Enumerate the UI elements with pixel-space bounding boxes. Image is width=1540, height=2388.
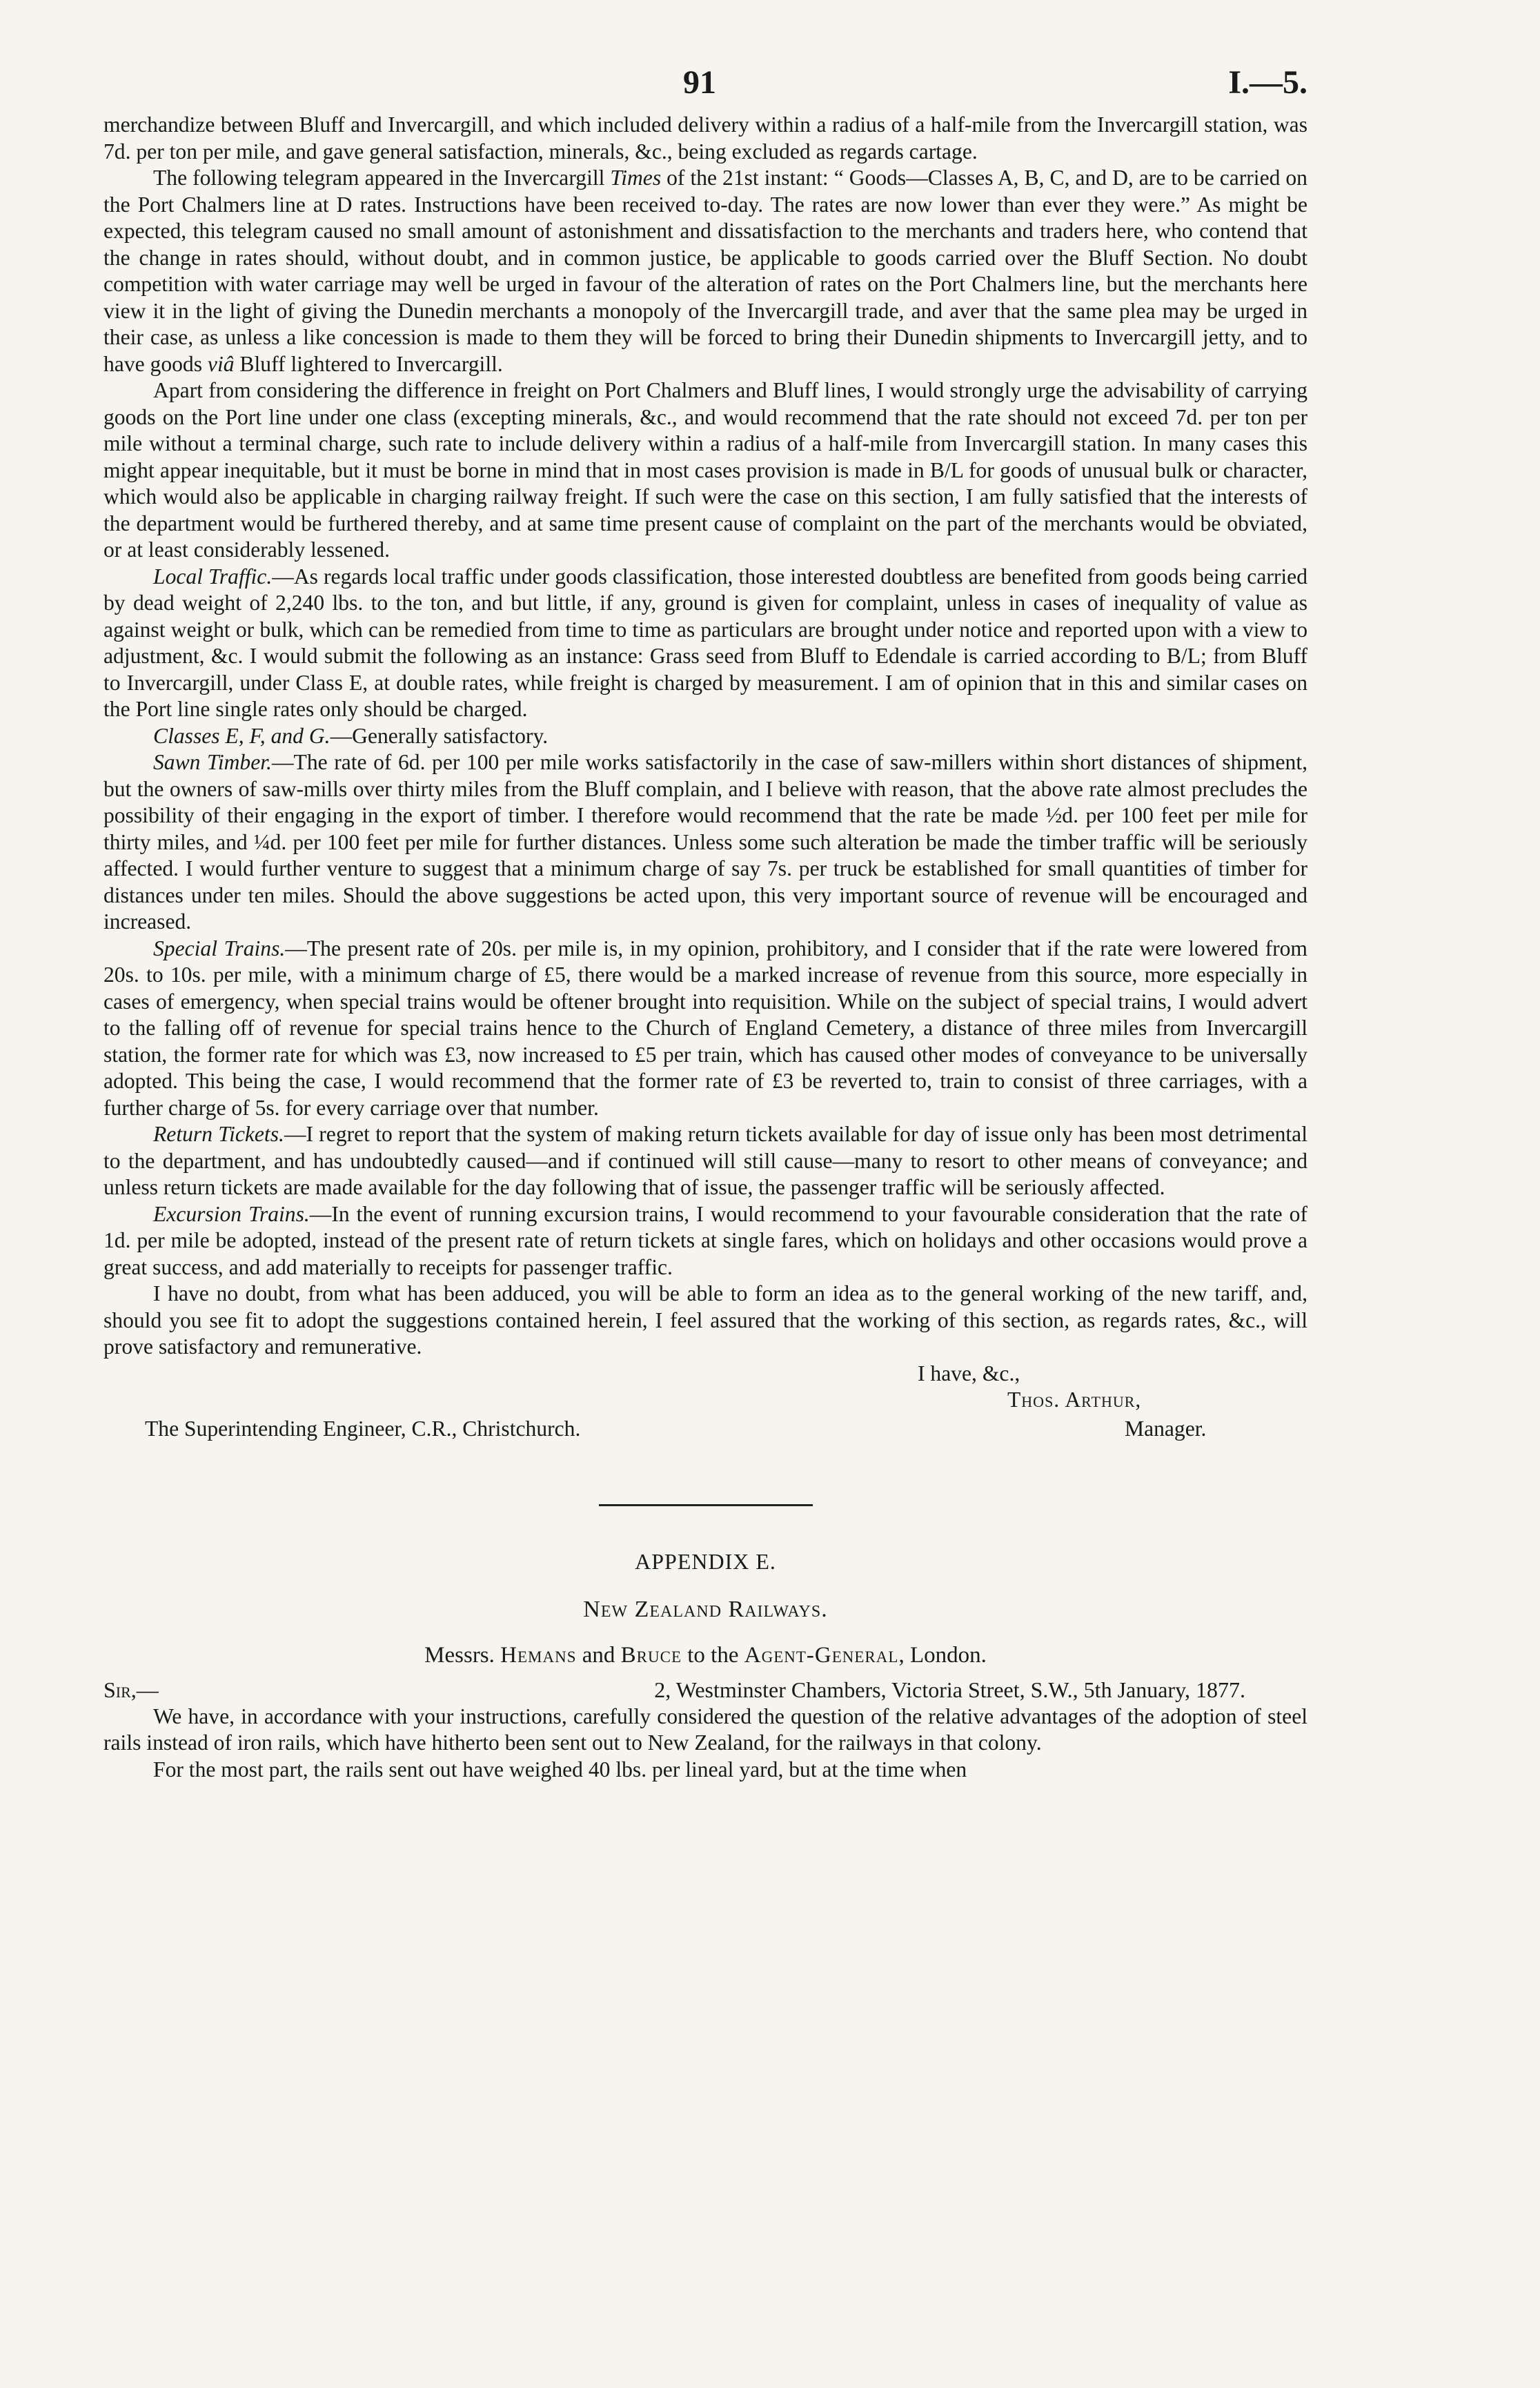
text-run: —Generally satisfactory.	[330, 723, 549, 748]
closing-line: I have, &c.,	[918, 1361, 1020, 1385]
section-heading: Local Traffic.	[153, 564, 273, 589]
paragraph-excursion-trains	[103, 1201, 1307, 1281]
section-heading: Excursion Trains.	[153, 1201, 310, 1226]
salutation-line	[103, 1676, 1307, 1704]
section-heading: Classes E, F, and G.	[153, 723, 330, 748]
addressee: The Superintending Engineer, C.R., Christchurch.	[145, 1416, 581, 1441]
text-run: —The present rate of 20s. per mile is, in my opinion, prohibitory, and I consider that if the rate were lowered from 20s. to 10s. per mile, with a minimum charge of £5, there would be a marked increase of revenue from this source, more especially in cases of emergency, when special trains would be oftener brought into requisition. While on the subject of special trains, I would advert to the falling off of revenue for special trains hence to the Church of England Cemetery, a distance of three miles from Invercargill station, the former rate for which was £3, now increased to £5 per train, which has caused other modes of conveyance to be universally adopted. This being the case, I would recommend that the former rate of £3 be reverted to, train to consist of three carriages, with a further charge of 5s. for every carriage over that number.	[103, 936, 1308, 1120]
section-heading: Special Trains.	[153, 936, 286, 960]
text-run: —As regards local traffic under goods classification, those interested doubtless are benefited from goods being carried by dead weight of 2,240 lbs. to the ton, and but little, if any, ground is given for complaint, unless in cases of inequality of value as against weight or bulk, which can be remedied from time to time as particulars are brought under notice and reported upon with a view to adjustment, &c. I would submit the following as an instance: Grass seed from Bluff to Edendale is carried according to B/L; from Bluff to Invercargill, under Class E, at double rates, while freight is charged by measurement. I am of opinion that in this and similar cases on the Port line single rates only should be charged.	[103, 564, 1307, 721]
paragraph-return-tickets	[103, 1121, 1307, 1201]
salutation: Sir,—	[103, 1677, 159, 1702]
signatory-role: Manager.	[1125, 1416, 1207, 1441]
section-divider	[599, 1504, 813, 1506]
text-run: —In the event of running excursion trains, I would recommend to your favourable consideration that the rate of 1d. per mile be adopted, instead of the present rate of return tickets at single fares, which on holidays and other occasions would prove a great success, and add materially to receipts for passenger traffic.	[103, 1201, 1307, 1279]
appendix-title: APPENDIX E.	[635, 1548, 776, 1574]
section-heading: Return Tickets.	[153, 1122, 284, 1146]
paragraph-special-trains	[103, 936, 1307, 1122]
paragraph-telegram	[103, 165, 1307, 377]
signatory-name: Thos. Arthur,	[1007, 1387, 1142, 1412]
paragraph: merchandize between Bluff and Invercargill, and which included delivery within a radius of a half-mile from the Invercargill station, was 7d. per ton per mile, and gave general satisfaction, minerals, &c., being excluded as regards cartage.	[103, 112, 1307, 164]
appendix-heading	[103, 1641, 1307, 1669]
paragraph-sawn-timber	[103, 749, 1307, 936]
name-run: Agent-General	[744, 1642, 899, 1668]
paragraph: We have, in accordance with your instructions, carefully considered the question of the relative advantages of the adoption of steel rails instead of iron rails, which have hitherto been sent out to New Zealand, for the railways in that colony.	[103, 1704, 1307, 1755]
address-date: 2, Westminster Chambers, Victoria Street, S.W., 5th January, 1877.	[654, 1677, 1245, 1702]
text-run: and	[576, 1642, 621, 1668]
name-run: Bruce	[620, 1642, 682, 1668]
signoff-block	[103, 1361, 1307, 1464]
page-number: 91	[683, 64, 716, 101]
text-run: —The rate of 6d. per 100 per mile works satisfactorily in the case of saw-millers within short distances of shipment, but the owners of saw-mills over thirty miles from the Bluff complain, and I believe with reason, that the above rate almost precludes the possibility of their engaging in the export of timber. I therefore would recommend that the rate be made ½d. per 100 feet per mile for thirty miles, and ¼d. per 100 feet per mile for further distances. Unless some such alteration be made the timber traffic will be seriously affected. I would further venture to suggest that a minimum charge of say 7s. per truck be established for small quantities of timber for distances under ten miles. Should the above suggestions be acted upon, this very important source of revenue will be encouraged and increased.	[103, 750, 1307, 934]
text-run: of the 21st instant: “ Goods—Classes A, B, C, and D, are to be carried on the Port Chalmers line at D rates. Instructions have been received to-day. The rates are now lower than ever they were.” As might be expected, this telegram caused no small amount of astonishment and dissatisfaction to the merchants and traders here, who contend that the change in rates should, without doubt, and in common justice, be applicable to goods carried over the Bluff Section. No doubt competition with water carriage may well be urged in favour of the alteration of rates on the Port Chalmers line, but the merchants here view it in the light of giving the Dunedin merchants a monopoly of the Invercargill trade, and aver that the same plea may be urged in their case, as unless a like concession is made to them they will be forced to bring their Dunedin shipments to Invercargill jetty, and to have goods	[103, 166, 1307, 376]
document-page	[103, 63, 1307, 1783]
text-run: Bluff lightered to Invercargill.	[234, 351, 503, 376]
text-run: , London.	[898, 1642, 987, 1668]
document-reference: I.—5.	[1228, 64, 1307, 101]
paragraph-conclusion: I have no doubt, from what has been adduced, you will be able to form an idea as to the general working of the new tariff, and, should you see fit to adopt the suggestions contained herein, I feel assured that the working of this section, as regards rates, &c., will prove satisfactory and remunerative.	[103, 1281, 1307, 1359]
text-run: The following telegram appeared in the Invercargill	[153, 166, 611, 190]
letter-body	[103, 112, 1307, 1361]
paragraph: For the most part, the rails sent out have weighed 40 lbs. per lineal yard, but at the time when	[153, 1757, 967, 1782]
text-run: to the	[682, 1642, 744, 1668]
italic-run: Times	[610, 166, 662, 190]
page-header	[103, 63, 1307, 112]
paragraph-local-traffic	[103, 564, 1307, 723]
text-run: Messrs.	[424, 1642, 501, 1668]
section-heading: Sawn Timber.	[153, 750, 272, 774]
appendix-body	[103, 1704, 1307, 1784]
appendix-subtitle: New Zealand Railways.	[583, 1596, 828, 1622]
text-run: —I regret to report that the system of making return tickets available for day of issue only has been most detrimental to the department, and has undoubtedly caused—and if continued will still cause—many to resort to other means of conveyance; and unless return tickets are made available for the day following that of issue, the passenger traffic will be seriously affected.	[103, 1122, 1307, 1199]
name-run: Hemans	[500, 1642, 577, 1668]
paragraph-classes	[103, 723, 1307, 750]
paragraph: Apart from considering the difference in freight on Port Chalmers and Bluff lines, I would strongly urge the advisability of carrying goods on the Port line under one class (excepting minerals, &c., and would recommend that the rate should not exceed 7d. per ton per mile without a terminal charge, such rate to include delivery within a radius of a half-mile from Invercargill station. In many cases this might appear inequitable, but it must be borne in mind that in most cases provision is made in B/L for goods of unusual bulk or character, which would also be applicable in charging railway freight. If such were the case on this section, I am fully satisfied that the interests of the department would be furthered thereby, and at same time present cause of complaint on the part of the merchants would be obviated, or at least considerably lessened.	[103, 378, 1307, 562]
italic-run: viâ	[207, 351, 235, 376]
